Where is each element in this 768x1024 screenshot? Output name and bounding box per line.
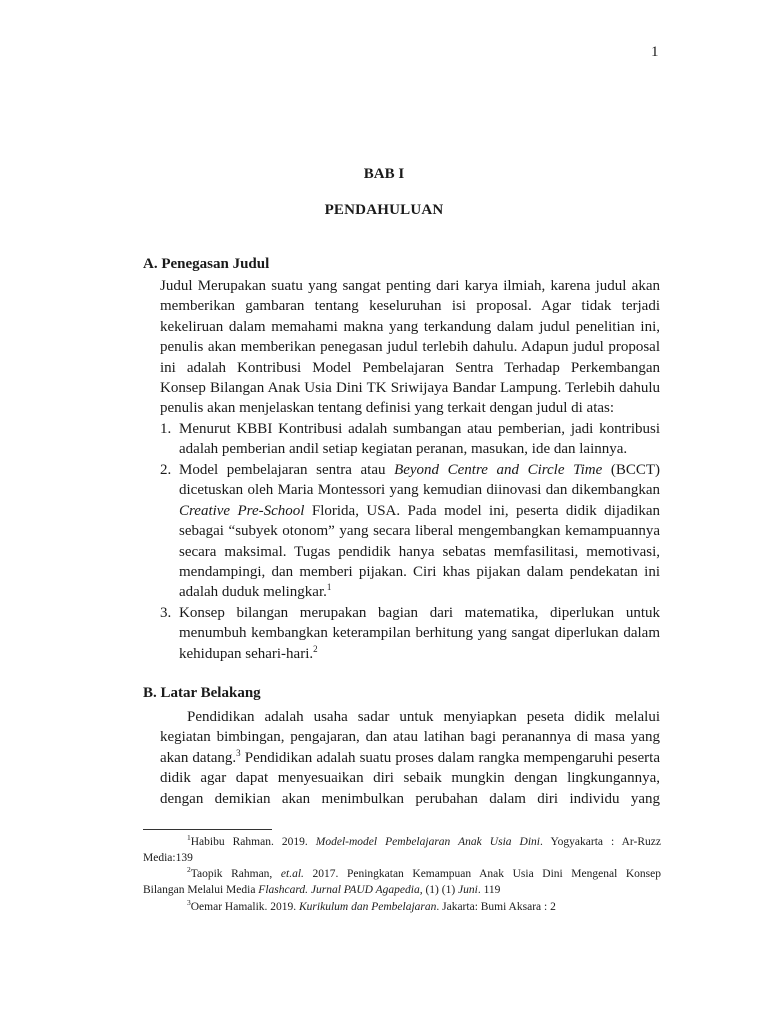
text-line: dengan demikian akan menimbulkan perubahan dalam diri individu yang <box>160 790 660 807</box>
section-heading-penegasan-judul: A. Penegasan Judul <box>143 256 270 272</box>
footnote: $^3$Oemar Hamalik. 2019. Kurikulum dan Pembelajaran. Jakarta: Bumi Aksara : 2 <box>187 898 556 913</box>
body-paragraph <box>160 707 660 809</box>
text-line: Judul Merupakan suatu yang sangat penting dari karya ilmiah, karena judul akan <box>160 278 660 294</box>
text-line: secara maksimal. Tugas pendidik hanya sebatas memfasilitasi, memotivasi, <box>179 543 660 560</box>
list-number: 1. <box>160 421 172 437</box>
text-line: mendampingi, dan memberi pijakan. Ciri khas pijakan dalam pendekatan ini <box>179 564 660 581</box>
text-line: Creative Pre-School Florida, USA. Pada model ini, peserta didik dijadikan <box>179 502 660 519</box>
footnote-reference: 3 <box>236 747 241 758</box>
text-line: penulis akan memberikan penegasan judul terlebih dahulu. Adapun judul proposal <box>160 339 660 356</box>
text-line: Pendidikan adalah usaha sadar untuk menyiapkan peseta didik melalui <box>187 709 660 725</box>
text-line: didik agar dapat menyesuaikan diri sebaik mungkin dengan lingkungannya, <box>160 770 660 787</box>
list-number: 2. <box>160 462 172 478</box>
text-line: adalah duduk melingkar.$^1$ <box>179 582 332 601</box>
footnote-reference: 2 <box>313 643 318 654</box>
footnote-separator <box>143 829 272 830</box>
footnote-continuation: Bilangan Melalui Media Flashcard. Jurnal PAUD Agapedia, (1) (1) Juni. 119 <box>143 884 501 896</box>
text-line: adalah pemberian andil setiap kegiatan peranan, masukan, ide dan lainnya. <box>179 441 628 458</box>
footnote-number: 1 <box>187 833 191 843</box>
footnote: $^2$Taopik Rahman, et.al. 2017. Peningkatan Kemampuan Anak Usia Dini Mengenal Konsep Bilangan Melalui Media Flashcard. Jurnal PAUD Agapedia, (1) (1) Juni. 119 <box>143 865 661 896</box>
footnote: $^1$Habibu Rahman. 2019. Model-model Pembelajaran Anak Usia Dini. Yogyakarta : Ar-Ruzz Media:139 <box>143 833 661 864</box>
text-line: menumbuh kembangkan keterampilan berhitung yang sangat diperlukan dalam <box>179 625 660 642</box>
text-line: Konsep bilangan merupakan bagian dari matematika, diperlukan untuk <box>179 605 660 621</box>
footnote-reference: 1 <box>326 582 332 593</box>
text-line: ini adalah Kontribusi Model Pembelajaran Sentra Terhadap Perkembangan <box>160 359 660 376</box>
chapter-subtitle: PENDAHULUAN <box>324 202 444 218</box>
page-number: 1 <box>651 44 659 60</box>
text-line: sebagai “subyek otonom” yang secara liberal mengembangkan kemampuannya <box>179 523 660 540</box>
text-line: penulis akan menjelaskan tentang definisi yang terkait dengan judul di atas: <box>160 400 615 417</box>
text-line: kekeliruan dalam memahami makna yang terkandung dalam judul penelitian ini, <box>160 318 660 335</box>
text-line: Konsep Bilangan Anak Usia Dini TK Sriwijaya Bandar Lampung. Terlebih dahulu <box>160 380 660 397</box>
text-line: Model pembelajaran sentra atau Beyond Centre and Circle Time (BCCT) <box>179 462 661 478</box>
text-line: kegiatan bimbingan, pengajaran, dan atau latihan bagi peranannya di masa yang <box>160 729 660 746</box>
intro-paragraph <box>160 276 660 419</box>
list-text <box>179 419 660 460</box>
list-text <box>179 603 660 664</box>
chapter-title: BAB I <box>363 166 405 182</box>
text-line: akan datang.$^3$ Pendidikan adalah suatu proses dalam rangka mempengaruhi peserta <box>160 747 660 766</box>
section-heading-latar-belakang: B. Latar Belakang <box>143 685 261 701</box>
list-text <box>179 460 660 603</box>
text-line: dicetuskan oleh Maria Montessori yang kemudian diinovasi dan dikembangkan <box>179 482 660 499</box>
text-line: memberikan gambaran tentang keseluruhan isi proposal. Agar tidak terjadi <box>160 298 660 315</box>
text-line: kehidupan sehari-hari.$^2$ <box>179 643 318 662</box>
footnote-number: 3 <box>187 898 191 908</box>
footnote-number: 2 <box>187 865 191 875</box>
list-number: 3. <box>160 605 172 621</box>
text-line: Menurut KBBI Kontribusi adalah sumbangan atau pemberian, jadi kontribusi <box>179 421 660 437</box>
footnote-continuation: Media:139 <box>143 852 193 864</box>
